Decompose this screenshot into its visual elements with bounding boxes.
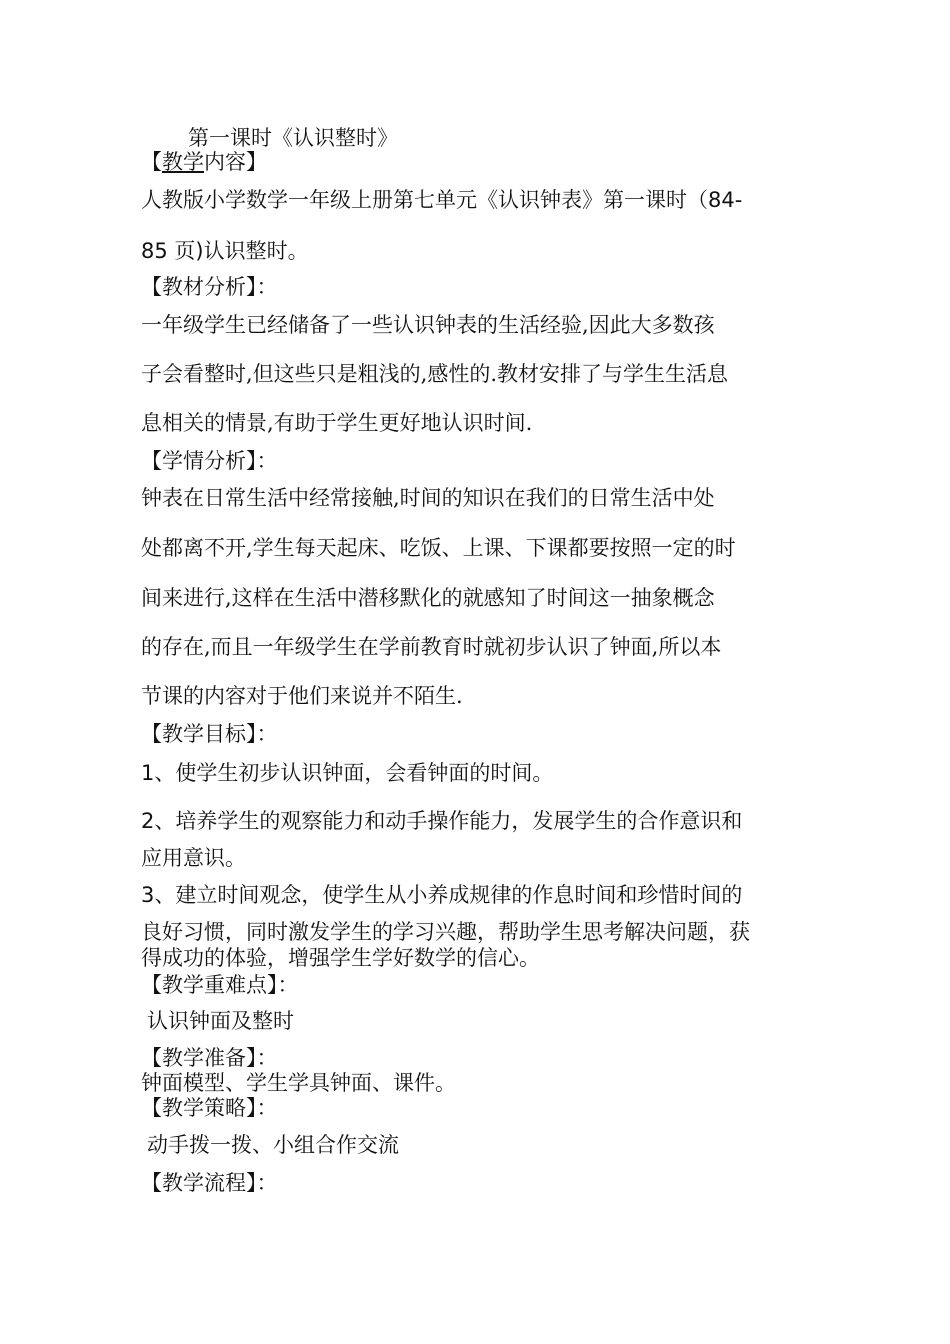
goal-line: 1、使学生初步认识钟面，会看钟面的时间。 (141, 761, 554, 785)
paragraph-line: 的存在,而且一年级学生在学前教育时就初步认识了钟面,所以本 (141, 635, 722, 659)
paragraph-line: 一年级学生已经储备了一些认识钟表的生活经验,因此大多数孩 (141, 313, 715, 337)
paragraph-line: 处都离不开,学生每天起床、吃饭、上课、下课都要按照一定的时 (141, 536, 736, 560)
goal-line: 良好习惯，同时激发学生的学习兴趣，帮助学生思考解决问题，获 (141, 920, 750, 944)
goal-line: 2、培养学生的观察能力和动手操作能力，发展学生的合作意识和 (141, 809, 743, 833)
preparation-text: 钟面模型、学生学具钟面、课件。 (141, 1071, 456, 1095)
section-heading-content: 【教学内容】 (141, 150, 267, 174)
section-heading-goals: 【教学目标】： (141, 722, 278, 746)
paragraph-line: 钟表在日常生活中经常接触,时间的知识在我们的日常生活中处 (141, 486, 715, 510)
goal-line: 3、建立时间观念，使学生从小养成规律的作息时间和珍惜时间的 (141, 883, 743, 907)
paragraph-line: 息相关的情景,有助于学生更好地认识时间. (141, 411, 533, 435)
goal-line: 应用意识。 (141, 846, 246, 870)
paragraph-line: 间来进行,这样在生活中潜移默化的就感知了时间这一抽象概念 (141, 586, 715, 610)
section-heading-preparation: 【教学准备】： (141, 1046, 278, 1070)
section-heading-process: 【教学流程】： (141, 1171, 278, 1195)
document-title: 第一课时《认识整时》 (188, 126, 398, 150)
section-heading-situation: 【学情分析】： (141, 449, 278, 473)
goal-line: 得成功的体验，增强学生学好数学的信心。 (141, 946, 540, 970)
paragraph-line: 节课的内容对于他们来说并不陌生. (141, 684, 463, 708)
heading-suffix: 内容 (204, 150, 246, 174)
section-heading-strategy: 【教学策略】： (141, 1096, 278, 1120)
paragraph-line: 人教版小学数学一年级上册第七单元《认识钟表》第一课时（84- (141, 188, 743, 212)
heading-keyword: 教学 (162, 150, 204, 174)
paragraph-line: 85 页)认识整时。 (141, 239, 309, 263)
section-heading-key-points: 【教学重难点】： (141, 973, 299, 997)
section-heading-analysis: 【教材分析】： (141, 275, 278, 299)
strategy-text: 动手拨一拨、小组合作交流 (147, 1133, 399, 1157)
paragraph-line: 子会看整时,但这些只是粗浅的,感性的.教材安排了与学生生活息 (141, 362, 729, 386)
key-points-text: 认识钟面及整时 (147, 1009, 294, 1033)
